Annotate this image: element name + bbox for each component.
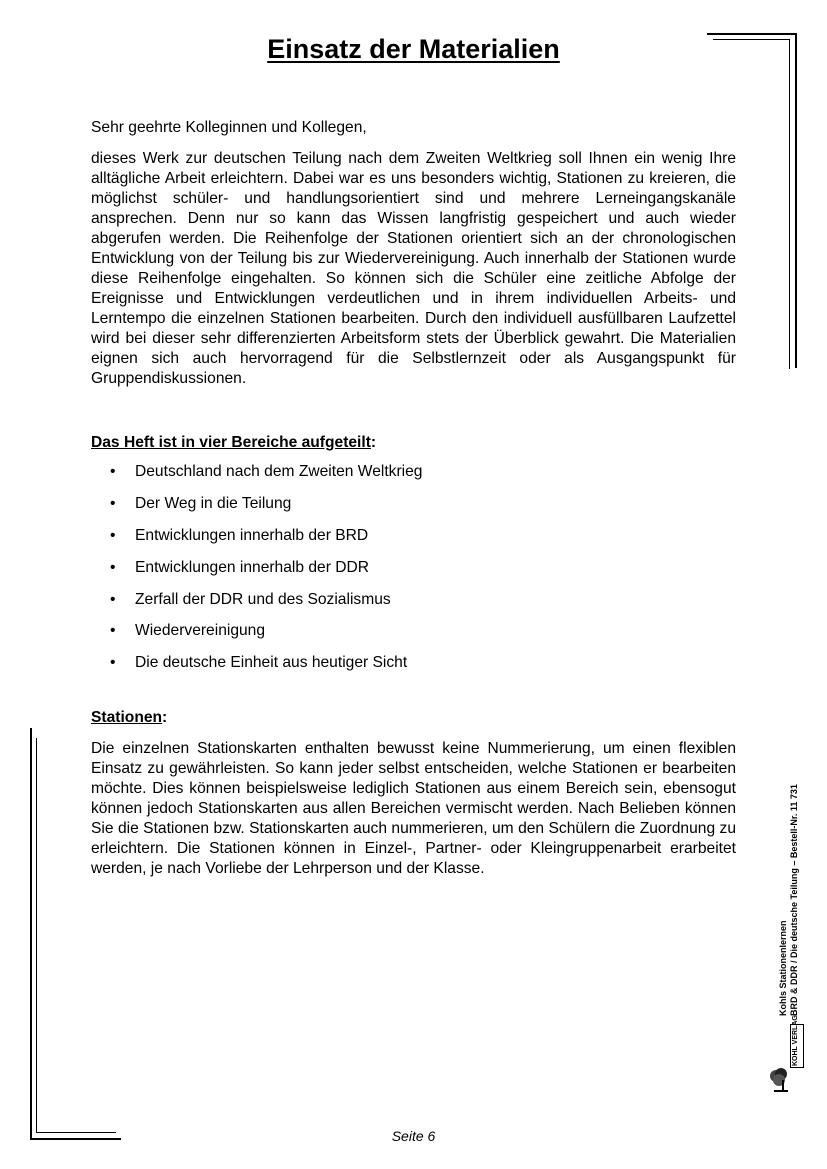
bullet-icon: • [110, 526, 116, 544]
salutation-block [91, 118, 736, 138]
bullet-icon: • [110, 622, 116, 640]
bullet-icon: • [110, 590, 116, 608]
list-item-text: Zerfall der DDR und des Sozialismus [135, 590, 391, 608]
stations-heading-text: Stationen [91, 709, 163, 726]
list-item [110, 526, 422, 558]
frame-left-vertical-inner [36, 738, 37, 1133]
page-title: Einsatz der Materialien [267, 34, 560, 64]
list-item [110, 653, 422, 685]
list-item-text: Deutschland nach dem Zweiten Weltkrieg [135, 463, 423, 480]
list-item [110, 462, 422, 494]
tree-icon [768, 1066, 790, 1094]
list-item [110, 621, 422, 653]
list-item-text: Entwicklungen innerhalb der DDR [135, 558, 370, 576]
list-item [110, 558, 422, 590]
bullet-icon: • [110, 654, 116, 672]
list-item [110, 590, 422, 622]
bullet-icon: • [110, 463, 116, 480]
frame-right-vertical-inner [789, 39, 790, 369]
frame-left-vertical [30, 728, 32, 1139]
stations-paragraph: Die einzelnen Stationskarten enthalten bewusst keine Nummerierung, um einen flexiblen Einsatz zu gewährleisten. So kann jeder selbst entscheiden, welche Stationen er bearbeiten möchte. Dies können beispielsweise lediglich Stationen aus einem Bereich sein, ebensogut können jedoch Stationskarten aus allen Bereichen vermischt werden. Nach Belieben können Sie die Stationen bzw. Stationskarten auch nummerieren, um den Schülern die Zuordnung zu erleichtern. Die Stationen können in Einzel-, Partner- oder Kleingruppenarbeit erarbeitet werden, je nach Vorliebe der Lehrperson und der Klasse. [91, 740, 736, 877]
publisher-logo-text: KOHL VERLAG [792, 1015, 799, 1066]
sections-heading-colon: : [370, 434, 377, 451]
stations-heading [91, 708, 736, 728]
stations-heading-colon: : [162, 709, 168, 726]
sidebar-product-info: BRD & DDR / Die deutsche Teilung – Bestell-Nr. 11 731 [789, 784, 799, 1016]
sections-heading [91, 433, 736, 453]
sections-heading-text: Das Heft ist in vier Bereiche aufgeteilt [91, 434, 371, 451]
bullet-icon: • [110, 558, 116, 576]
list-item [110, 494, 422, 526]
page-number: Seite 6 [391, 1128, 436, 1144]
list-item-text: Entwicklungen innerhalb der BRD [135, 526, 369, 544]
intro-paragraph: dieses Werk zur deutschen Teilung nach dem Zweiten Weltkrieg soll Ihnen ein wenig Ihre alltägliche Arbeit erleichtern. Dabei war es uns besonders wichtig, Stationen zu kreieren, die möglichst schüler- und handlungsorientiert sind und mehrere Lerneingangskanäle ansprechen. Denn nur so kann das Wissen langfristig gespeichert und auch wieder abgerufen werden. Die Reihenfolge der Stationen orientiert sich an der chronologischen Entwicklung von der Teilung bis zur Wiedervereinigung. Auch innerhalb der Stationen wurde diese Reihenfolge eingehalten. So können sich die Schüler eine zeitliche Abfolge der Ereignisse und Entwicklungen verdeutlichen und in ihrem individuellen Arbeits- und Lerntempo die einzelnen Stationen bearbeiten. Durch den individuell ausfüllbaren Laufzettel wird bei dieser sehr differenzierten Arbeitsform stets der Überblick gewahrt. Die Materialien eignen sich auch hervorragend für die Selbstlernzeit oder als Ausgangspunkt für Gruppendiskussionen. [91, 150, 736, 387]
sections-list [110, 462, 422, 685]
list-item-text: Die deutsche Einheit aus heutiger Sicht [135, 654, 408, 672]
frame-right-vertical [795, 33, 797, 368]
publisher-logo [790, 1015, 804, 1068]
intro-block [91, 149, 736, 389]
sidebar-series-title: Kohls Stationenlernen [778, 920, 788, 1016]
list-item-text: Der Weg in die Teilung [135, 494, 292, 512]
salutation: Sehr geehrte Kolleginnen und Kollegen, [91, 119, 367, 136]
list-item-text: Wiedervereinigung [135, 622, 266, 640]
sections-heading-block [91, 433, 736, 453]
bullet-icon: • [110, 494, 116, 512]
stations-block [91, 739, 736, 879]
stations-heading-block [91, 708, 736, 728]
